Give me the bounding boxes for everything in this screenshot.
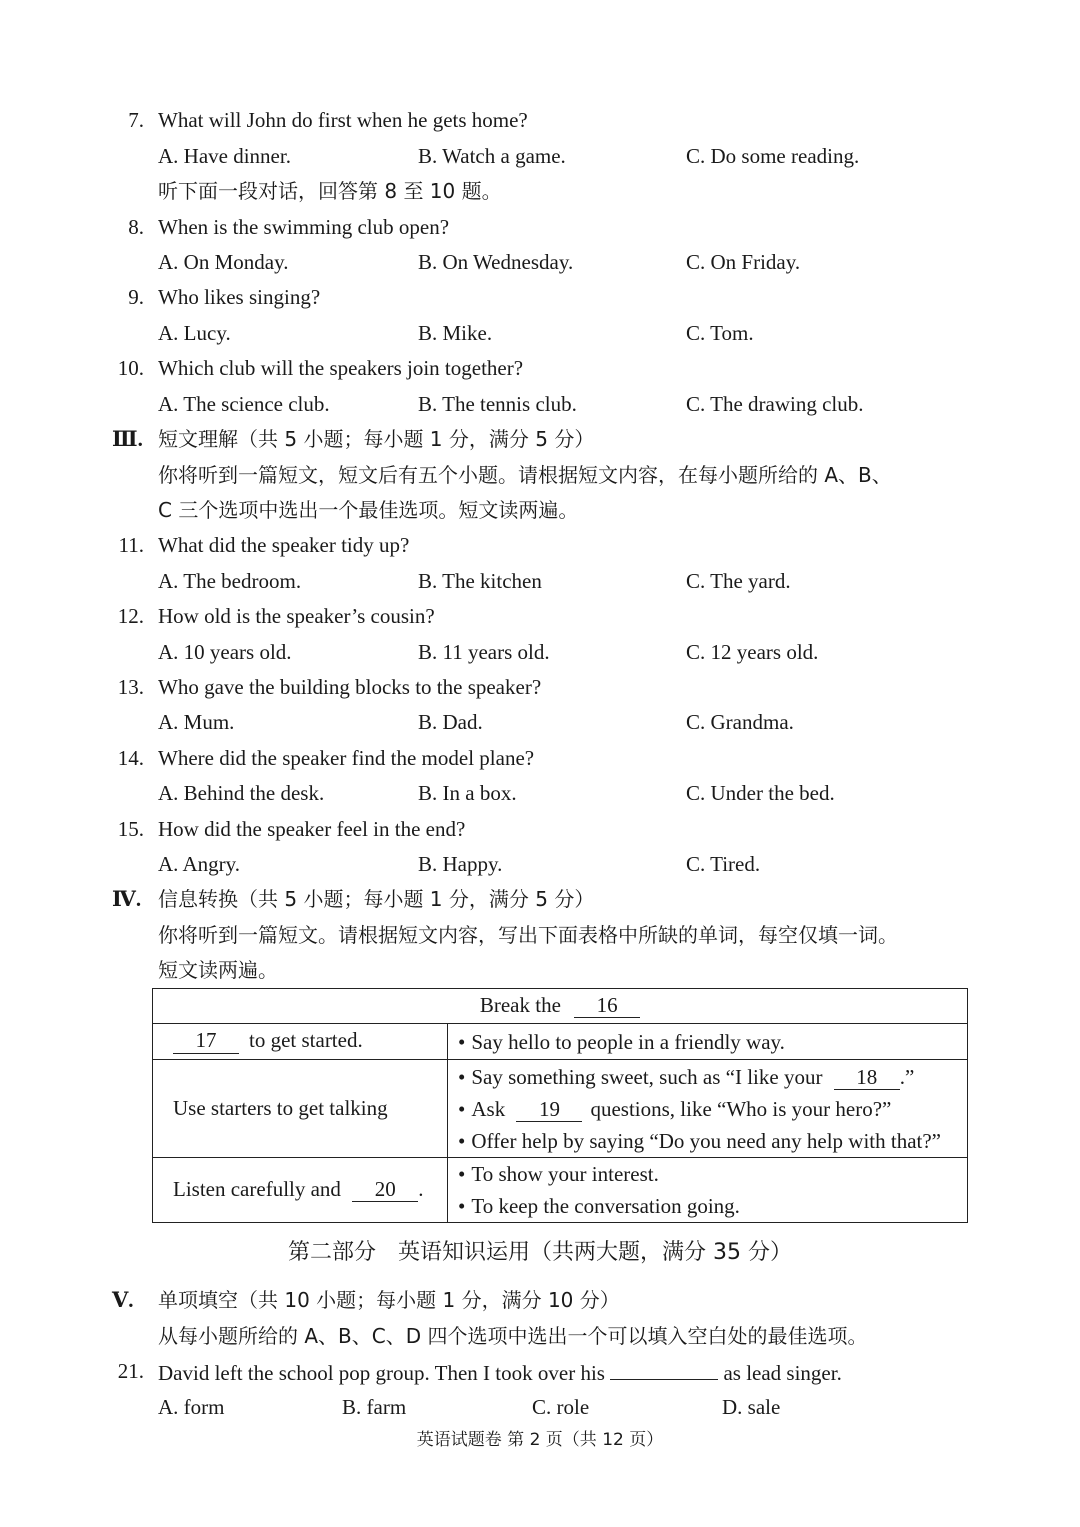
option-c: C. On Friday. [686,250,801,274]
footer-text: 英语试题卷 第 2 页（共 12 页） [416,1430,664,1450]
question-number: 15. [117,817,144,841]
row-content [448,1060,968,1158]
option-b: B. 11 years old. [418,640,550,664]
row-label [153,1158,448,1223]
option-a: A. Behind the desk. [158,781,325,805]
option-a: A. Have dinner. [158,144,291,168]
table-header [153,989,968,1024]
option-c: C. role [532,1395,590,1419]
option-c: C. Under the bed. [686,781,835,805]
row-label-end: . [418,1176,424,1201]
section-title: 信息转换（共 5 小题；每小题 1 分，满分 5 分） [158,887,595,911]
table-row [153,1158,968,1223]
question-text: Who gave the building blocks to the speaker? [158,675,542,699]
bullet-item [458,1061,947,1093]
option-a: A. Angry. [158,852,241,876]
question-number: 7. [128,108,144,132]
question-number: 11. [118,533,144,557]
section-number: Ⅴ. [112,1288,134,1312]
option-c: C. 12 years old. [686,640,819,664]
row-label-text: to get started. [249,1028,363,1053]
info-table [152,988,968,1223]
bullet-text: Say something sweet, such as “I like your [471,1064,823,1089]
option-b: B. farm [342,1395,407,1419]
option-c: C. Tired. [686,852,761,876]
question-text-post: as lead singer. [723,1361,842,1385]
section-number: Ⅳ. [112,887,142,911]
blank-17[interactable]: 17 [173,1029,239,1053]
bullet-text-end: .” [899,1064,915,1089]
option-c: C. Grandma. [686,710,794,734]
part-2-title: 第二部分 英语知识运用（共两大题，满分 35 分） [288,1240,792,1265]
section-title: 单项填空（共 10 小题；每小题 1 分，满分 10 分） [158,1288,620,1312]
row-content [448,1158,968,1223]
option-a: A. The science club. [158,392,330,416]
option-d: D. sale [722,1395,781,1419]
blank-20[interactable]: 20 [352,1178,418,1202]
section-number: Ⅲ. [112,427,143,451]
question-number: 12. [117,604,144,628]
instruction-8-10: 听下面一段对话，回答第 8 至 10 题。 [158,179,502,203]
blank-16[interactable]: 16 [574,994,640,1018]
table-row [153,1024,968,1060]
header-text: Break the [479,992,561,1017]
section-3-instruction: C 三个选项中选出一个最佳选项。短文读两遍。 [158,498,579,522]
option-a: A. The bedroom. [158,569,302,593]
section-4-instruction: 短文读两遍。 [158,958,278,982]
option-b: B. The tennis club. [418,392,577,416]
question-text: When is the swimming club open? [158,215,450,239]
question-text: How did the speaker feel in the end? [158,817,466,841]
question-text: What did the speaker tidy up? [158,533,410,557]
option-a: A. Lucy. [158,321,231,345]
blank-19[interactable]: 19 [516,1098,582,1122]
question-number: 8. [128,215,144,239]
question-number: 21. [117,1359,144,1383]
row-content [448,1024,968,1060]
option-b: B. The kitchen [418,569,542,593]
bullet-item: • To show your interest. [458,1158,947,1190]
question-text [158,1361,842,1384]
section-4-instruction: 你将听到一篇短文。请根据短文内容，写出下面表格中所缺的单词，每空仅填一词。 [158,923,898,947]
option-c: C. Do some reading. [686,144,860,168]
question-text: Which club will the speakers join together? [158,356,524,380]
bullet-text-end: questions, like “Who is your hero?” [590,1096,892,1121]
question-number: 10. [117,356,144,380]
question-number: 9. [128,285,144,309]
option-b: B. Dad. [418,710,483,734]
option-c: C. The yard. [686,569,791,593]
row-label: Use starters to get talking [153,1060,448,1158]
option-b: B. Mike. [418,321,493,345]
question-text-pre: David left the school pop group. Then I took over his [158,1361,605,1385]
option-a: A. 10 years old. [158,640,292,664]
table-header-row [153,989,968,1024]
section-3-instruction: 你将听到一篇短文，短文后有五个小题。请根据短文内容，在每小题所给的 A、B、 [158,463,892,487]
option-b: B. Happy. [418,852,503,876]
question-text: Who likes singing? [158,285,321,309]
option-b: B. In a box. [418,781,517,805]
bullet-item [458,1093,947,1125]
option-c: C. Tom. [686,321,754,345]
row-label [153,1024,448,1060]
page-footer [0,1430,1080,1449]
option-a: A. Mum. [158,710,235,734]
option-c: C. The drawing club. [686,392,864,416]
option-b: B. Watch a game. [418,144,566,168]
section-5-instruction: 从每小题所给的 A、B、C、D 四个选项中选出一个可以填入空白处的最佳选项。 [158,1324,868,1348]
question-text: What will John do first when he gets home? [158,108,528,132]
row-label-text: Listen carefully and [173,1176,341,1201]
blank-18[interactable]: 18 [834,1066,900,1090]
question-number: 13. [117,675,144,699]
bullet-item: • Say hello to people in a friendly way. [458,1026,947,1058]
option-b: B. On Wednesday. [418,250,574,274]
option-a: A. On Monday. [158,250,289,274]
section-title: 短文理解（共 5 小题；每小题 1 分，满分 5 分） [158,427,595,451]
question-number: 14. [117,746,144,770]
question-text: How old is the speaker’s cousin? [158,604,435,628]
option-a: A. form [158,1395,225,1419]
question-text: Where did the speaker find the model plane? [158,746,535,770]
bullet-item: • To keep the conversation going. [458,1190,947,1222]
bullet-text: Ask [471,1096,506,1121]
bullet-item: • Offer help by saying “Do you need any help with that?” [458,1125,947,1157]
answer-blank[interactable] [610,1361,718,1380]
table-row [153,1060,968,1158]
